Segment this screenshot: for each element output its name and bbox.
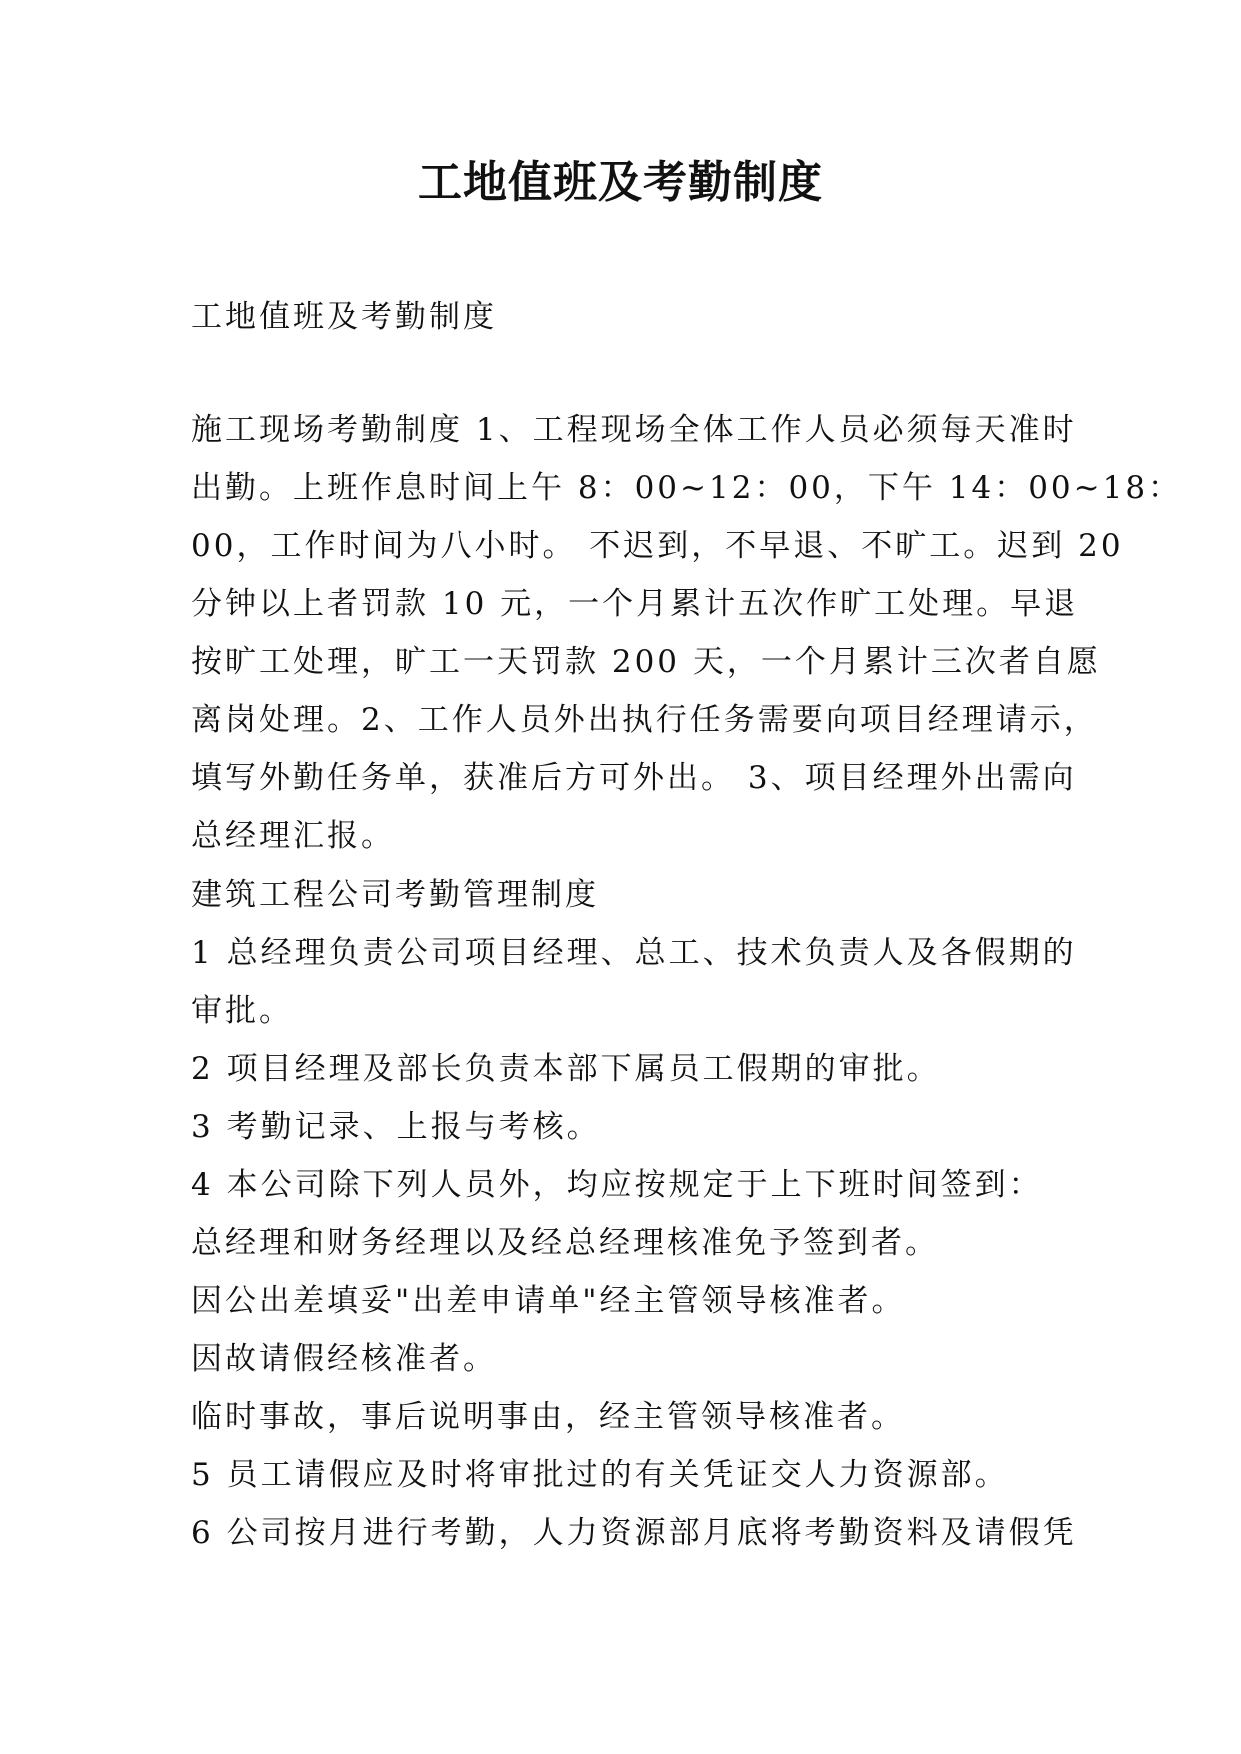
document-subtitle: 工地值班及考勤制度 xyxy=(191,299,497,335)
page-title: 工地值班及考勤制度 xyxy=(418,157,823,208)
list-item: 因公出差填妥"出差申请单"经主管领导核准者。 xyxy=(191,1283,906,1319)
list-item: 总经理和财务经理以及经总经理核准免予签到者。 xyxy=(191,1225,939,1261)
list-item: 5 员工请假应及时将审批过的有关凭证交人力资源部。 xyxy=(191,1457,1009,1493)
list-item: 2 项目经理及部长负责本部下属员工假期的审批。 xyxy=(191,1051,941,1087)
paragraph-line: 施工现场考勤制度 1、工程现场全体工作人员必须每天准时 xyxy=(191,412,1077,448)
list-item: 1 总经理负责公司项目经理、总工、技术负责人及各假期的 xyxy=(191,935,1077,971)
list-item: 3 考勤记录、上报与考核。 xyxy=(191,1109,601,1145)
list-item: 6 公司按月进行考勤，人力资源部月底将考勤资料及请假凭 xyxy=(191,1515,1077,1551)
list-item: 因故请假经核准者。 xyxy=(191,1341,497,1377)
paragraph-line: 离岗处理。2、工作人员外出执行任务需要向项目经理请示， xyxy=(191,702,1098,738)
attendance-paragraph xyxy=(191,401,1183,865)
management-rules-list xyxy=(191,866,1077,1562)
list-item: 临时事故，事后说明事由，经主管领导核准者。 xyxy=(191,1399,905,1435)
paragraph-line: 出勤。上班作息时间上午 8：00~12：00，下午 14：00~18： xyxy=(191,470,1183,506)
paragraph-line: 填写外勤任务单，获准后方可外出。 3、项目经理外出需向 xyxy=(191,760,1077,796)
paragraph-line: 00，工作时间为八小时。 不迟到，不早退、不旷工。迟到 20 xyxy=(191,528,1124,564)
paragraph-line: 总经理汇报。 xyxy=(191,818,395,854)
list-item: 4 本公司除下列人员外，均应按规定于上下班时间签到： xyxy=(191,1167,1043,1203)
paragraph-line: 按旷工处理，旷工一天罚款 200 天，一个月累计三次者自愿 xyxy=(191,644,1101,680)
list-item: 审批。 xyxy=(191,993,293,1029)
section-heading: 建筑工程公司考勤管理制度 xyxy=(191,877,599,913)
paragraph-line: 分钟以上者罚款 10 元，一个月累计五次作旷工处理。早退 xyxy=(191,586,1079,622)
